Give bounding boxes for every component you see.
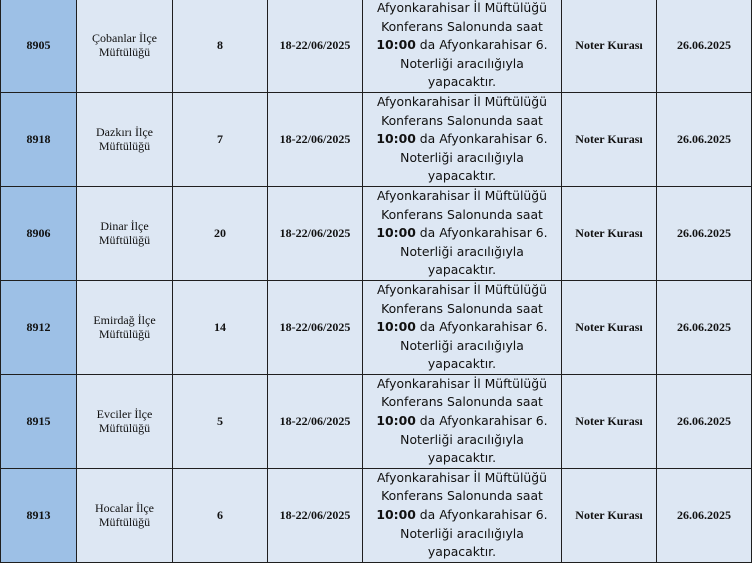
draw-date: 26.06.2025 [657, 280, 752, 374]
unit-name: Emirdağ İlçe Müftülüğü [77, 280, 173, 374]
method: Noter Kurası [562, 468, 657, 562]
method: Noter Kurası [562, 186, 657, 280]
draw-date: 26.06.2025 [657, 468, 752, 562]
method: Noter Kurası [562, 280, 657, 374]
staff-code: 8918 [1, 92, 77, 186]
draw-description: Afyonkarahisar İl Müftülüğü Konferans Salonunda saat 10:00 da Afyonkarahisar 6. Noterliği aracılığıyla yapacaktır. [363, 374, 562, 468]
draw-description: Afyonkarahisar İl Müftülüğü Konferans Salonunda saat 10:00 da Afyonkarahisar 6. Noterliği aracılığıyla yapacaktır. [363, 280, 562, 374]
quota-count: 7 [173, 92, 268, 186]
unit-name: Hocalar İlçe Müftülüğü [77, 468, 173, 562]
unit-name: Çobanlar İlçe Müftülüğü [77, 0, 173, 92]
unit-name: Dazkırı İlçe Müftülüğü [77, 92, 173, 186]
method: Noter Kurası [562, 0, 657, 92]
application-dates: 18-22/06/2025 [268, 186, 363, 280]
unit-name: Dinar İlçe Müftülüğü [77, 186, 173, 280]
draw-date: 26.06.2025 [657, 374, 752, 468]
staff-code: 8905 [1, 0, 77, 92]
staff-code: 8915 [1, 374, 77, 468]
draw-description: Afyonkarahisar İl Müftülüğü Konferans Salonunda saat 10:00 da Afyonkarahisar 6. Noterliği aracılığıyla yapacaktır. [363, 92, 562, 186]
table-row [1, 374, 752, 468]
method: Noter Kurası [562, 92, 657, 186]
draw-date: 26.06.2025 [657, 0, 752, 92]
quota-count: 5 [173, 374, 268, 468]
method: Noter Kurası [562, 374, 657, 468]
draw-date: 26.06.2025 [657, 186, 752, 280]
staff-code: 8912 [1, 280, 77, 374]
table-row [1, 0, 752, 92]
staff-code: 8913 [1, 468, 77, 562]
staff-code: 8906 [1, 186, 77, 280]
application-dates: 18-22/06/2025 [268, 0, 363, 92]
table-row [1, 468, 752, 562]
application-dates: 18-22/06/2025 [268, 280, 363, 374]
quota-count: 14 [173, 280, 268, 374]
table-row [1, 92, 752, 186]
table-row [1, 186, 752, 280]
table-row [1, 280, 752, 374]
unit-name: Evciler İlçe Müftülüğü [77, 374, 173, 468]
application-dates: 18-22/06/2025 [268, 468, 363, 562]
draw-description: Afyonkarahisar İl Müftülüğü Konferans Salonunda saat 10:00 da Afyonkarahisar 6. Noterliği aracılığıyla yapacaktır. [363, 0, 562, 92]
quota-count: 8 [173, 0, 268, 92]
quota-count: 20 [173, 186, 268, 280]
quota-count: 6 [173, 468, 268, 562]
application-dates: 18-22/06/2025 [268, 374, 363, 468]
draw-description: Afyonkarahisar İl Müftülüğü Konferans Salonunda saat 10:00 da Afyonkarahisar 6. Noterliği aracılığıyla yapacaktır. [363, 186, 562, 280]
application-dates: 18-22/06/2025 [268, 92, 363, 186]
draw-date: 26.06.2025 [657, 92, 752, 186]
draw-description: Afyonkarahisar İl Müftülüğü Konferans Salonunda saat 10:00 da Afyonkarahisar 6. Noterliği aracılığıyla yapacaktır. [363, 468, 562, 562]
